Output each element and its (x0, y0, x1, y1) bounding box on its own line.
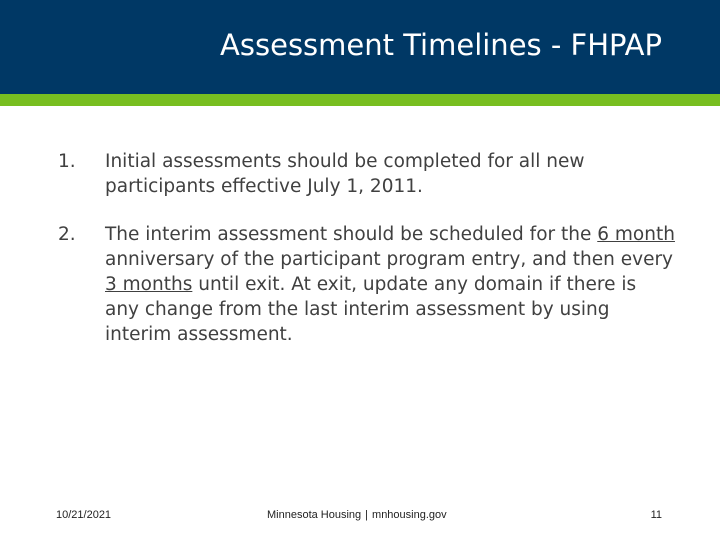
footer-site: mnhousing.gov (372, 509, 447, 521)
underlined-text: 3 months (105, 274, 193, 295)
footer-org (267, 509, 447, 521)
list-item-number: 1. (58, 151, 76, 172)
text-segment: anniversary of the participant program entry, and then every (105, 249, 673, 270)
text-segment: until exit. At exit, update any domain if there is any change from the last interim assessment by using interim assessment. (105, 274, 637, 345)
slide-title: Assessment Timelines - FHPAP (220, 28, 662, 62)
footer-date: 10/21/2021 (56, 509, 112, 521)
slide-header (0, 0, 720, 94)
underlined-text: 6 month (597, 224, 675, 245)
list-item-text (105, 222, 675, 347)
accent-bar (0, 94, 720, 106)
footer-page-number: 11 (650, 509, 662, 521)
list-item-text: Initial assessments should be completed for all new participants effective July 1, 2011. (105, 151, 585, 197)
text-segment: The interim assessment should be scheduled for the (105, 224, 598, 245)
footer-org-name: Minnesota Housing (267, 509, 362, 521)
footer-separator: | (365, 509, 369, 521)
list-item-number: 2. (58, 224, 76, 245)
